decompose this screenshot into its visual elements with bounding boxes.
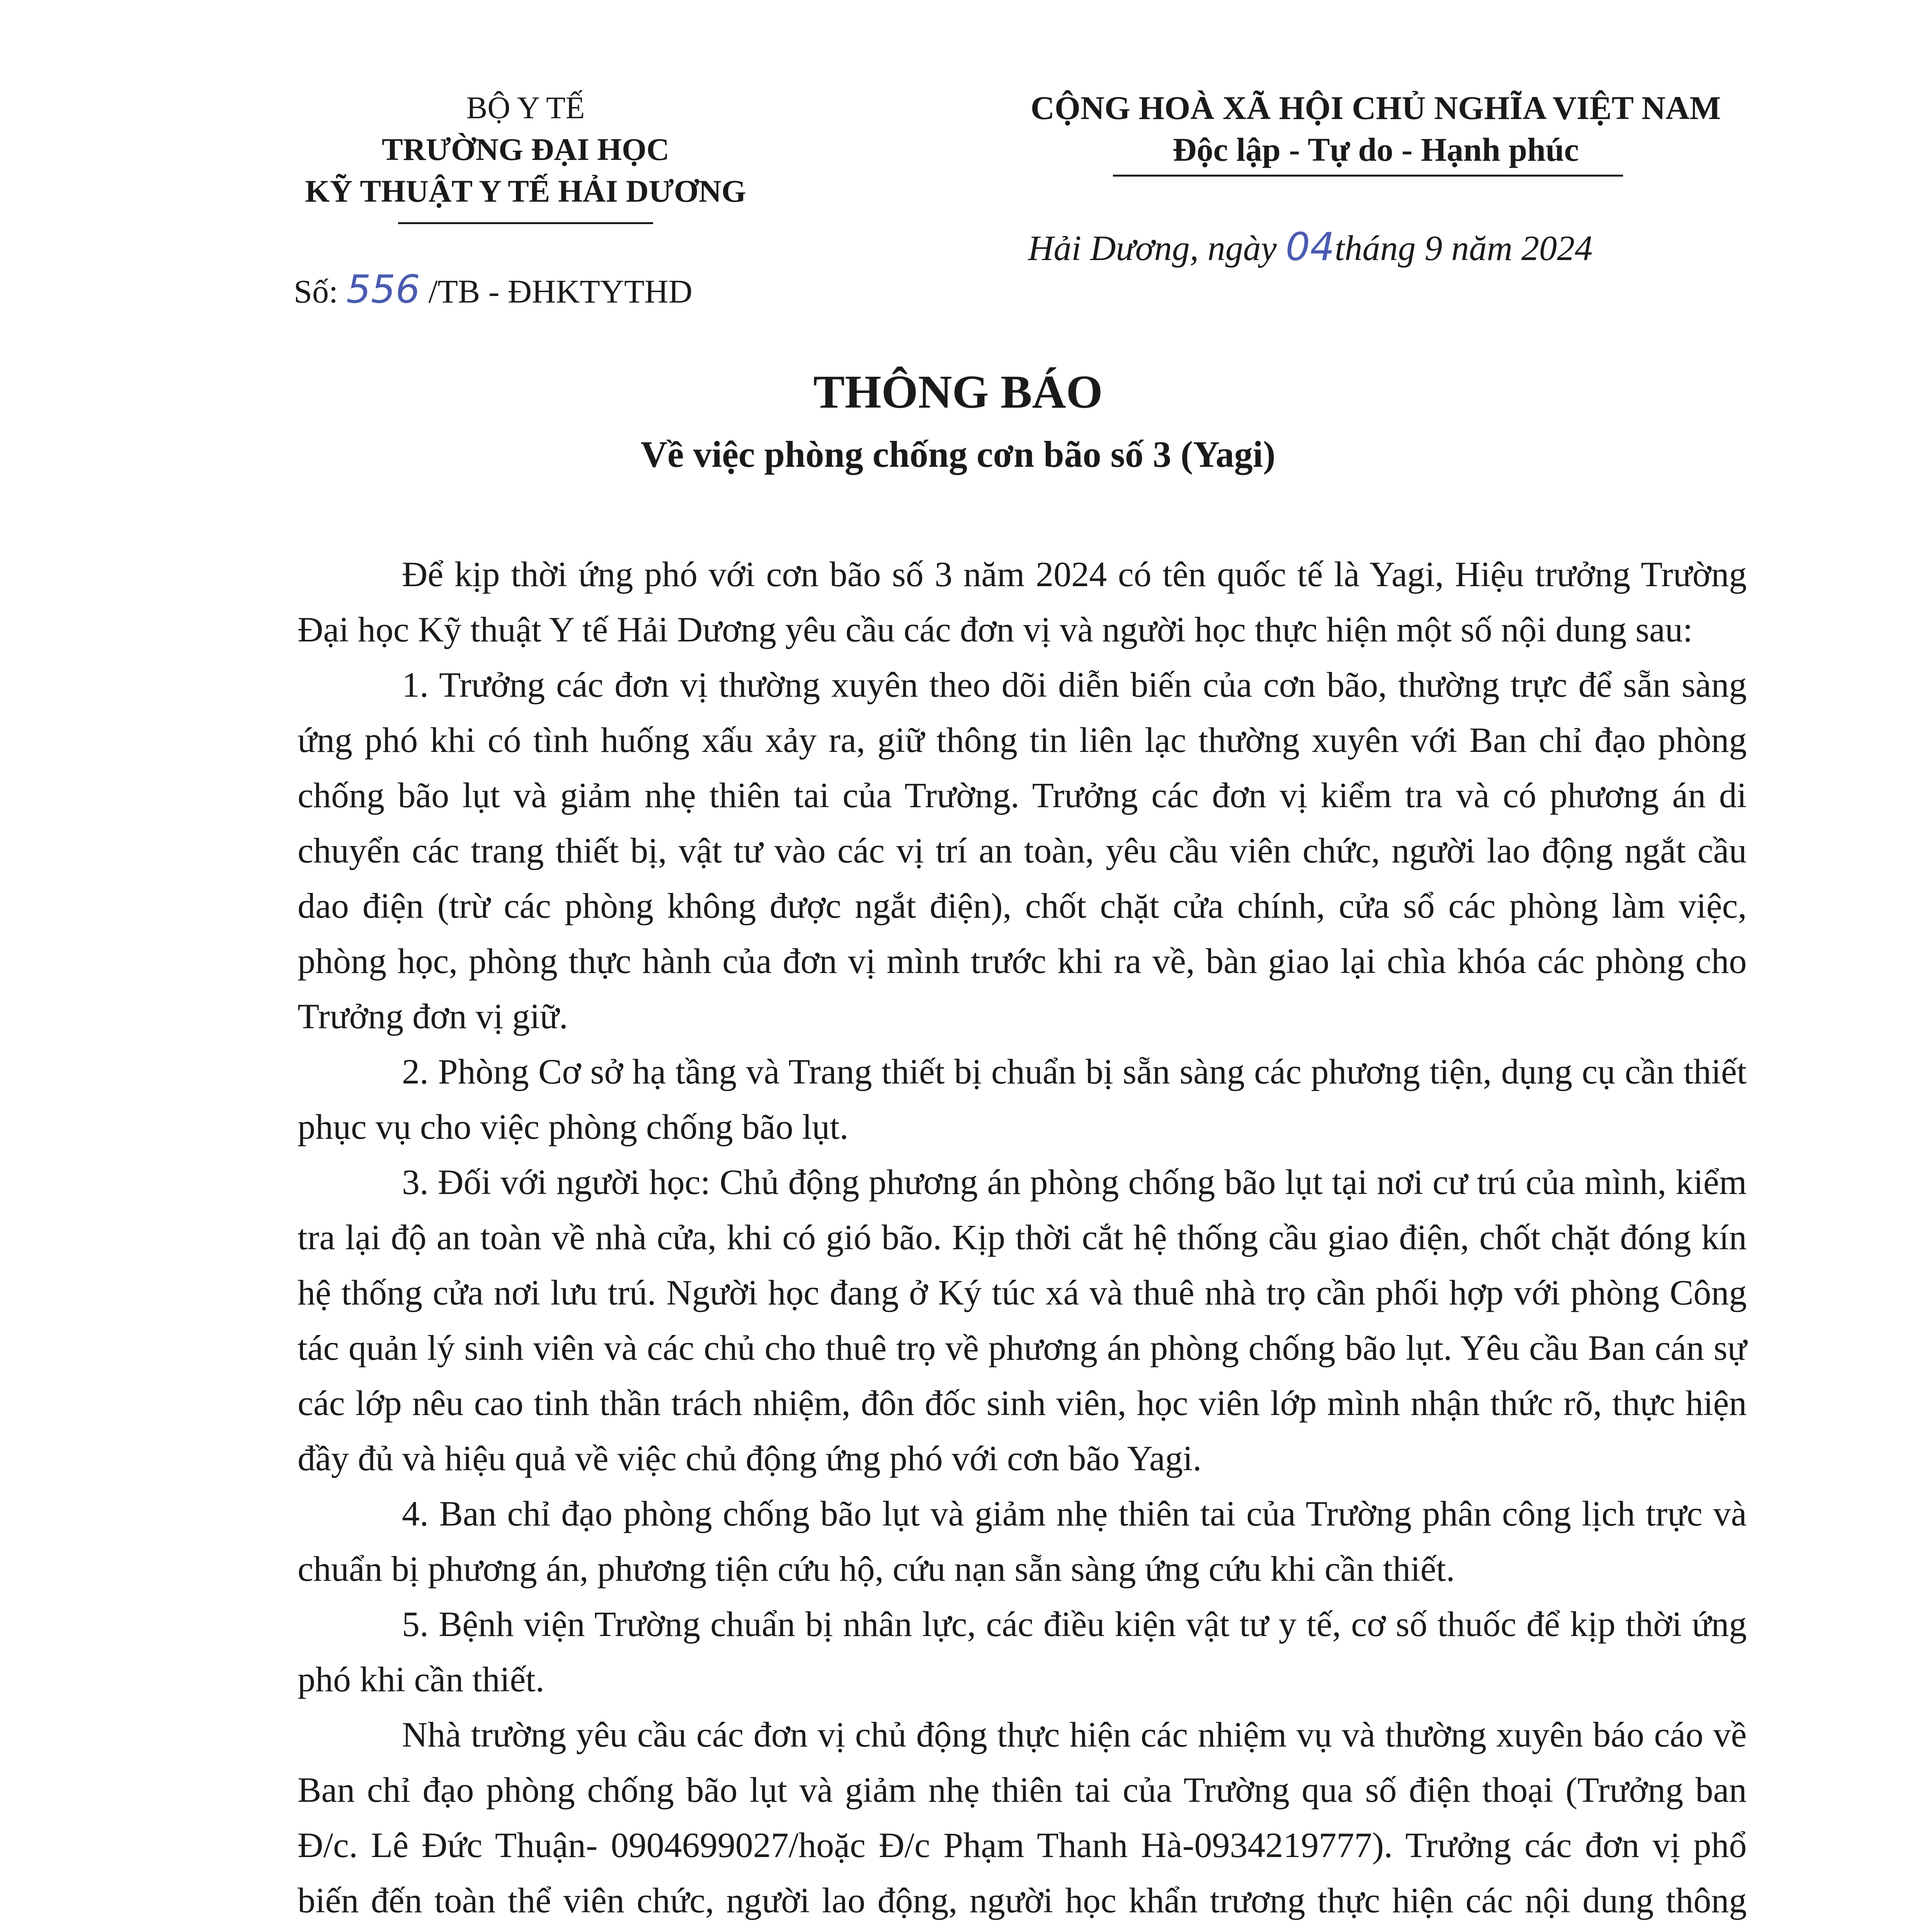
header-left-underline [398, 222, 653, 224]
date-prefix: Hải Dương, ngày [1028, 228, 1286, 268]
paragraph-closing: Nhà trường yêu cầu các đơn vị chủ động thực hiện các nhiệm vụ và thường xuyên báo cáo về Ban chỉ đạo phòng chống bão lụt và giảm nhẹ thiên tai của Trường qua số điện thoại (Trưởng ban Đ/c. Lê Đức Thuận- 0904699027/hoặc Đ/c Phạm Thanh Hà-0934219777). Trưởng các đơn vị phổ biến đến toàn thể viên chức, người lao động, người học khẩn trương thực hiện các nội dung thông [298, 1715, 1747, 1920]
paragraph-item-4: 4. Ban chỉ đạo phòng chống bão lụt và giảm nhẹ thiên tai của Trường phân công lịch trực và chuẩn bị phương án, phương tiện cứu hộ, cứu nạn sẵn sàng ứng cứu khi cần thiết. [298, 1494, 1747, 1588]
document-title: THÔNG BÁO [813, 366, 1103, 418]
header-right-underline [1113, 175, 1623, 177]
document-number-value: 556 [346, 267, 420, 312]
document-number-suffix: /TB - ĐHKTYTHD [420, 273, 693, 310]
header-right [943, 87, 1809, 170]
document-body [298, 547, 1747, 1932]
date-day: 04 [1285, 224, 1335, 269]
document-number-prefix: Số: [294, 273, 347, 310]
document-subtitle: Về việc phòng chống cơn bão số 3 (Yagi) [640, 434, 1276, 475]
paragraph-item-1: 1. Trưởng các đơn vị thường xuyên theo dõi diễn biến của cơn bão, thường trực để sẵn sàng ứng phó khi có tình huống xấu xảy ra, giữ thông tin liên lạc thường xuyên với Ban chỉ đạo phòng chống bão lụt và giảm nhẹ thiên tai của Trường. Trưởng các đơn vị kiểm tra và có phương án di chuyển các trang thiết bị, vật tư vào các vị trí an toàn, yêu cầu viên chức, người lao động ngắt cầu dao điện (trừ các phòng không được ngắt điện), chốt chặt cửa chính, cửa sổ các phòng làm việc, phòng học, phòng thực hành của đơn vị mình trước khi ra về, bàn giao lại chìa khóa các phòng cho Trưởng đơn vị giữ. [298, 665, 1747, 1036]
school-name-line2: KỸ THUẬT Y TẾ HẢI DƯƠNG [305, 173, 746, 209]
document-number [294, 267, 693, 312]
paragraph-item-3: 3. Đối với người học: Chủ động phương án phòng chống bão lụt tại nơi cư trú của mình, kiểm tra lại độ an toàn về nhà cửa, khi có gió bão. Kịp thời cắt hệ thống cầu giao điện, chốt chặt đóng kín hệ thống cửa nơi lưu trú. Người học đang ở Ký túc xá và thuê nhà trọ cần phối hợp với phòng Công tác quản lý sinh viên và các chủ cho thuê trọ về phương án phòng chống bão lụt. Yêu cầu Ban cán sự các lớp nêu cao tinh thần trách nhiệm, đôn đốc sinh viên, học viên lớp mình nhận thức rõ, thực hiện đầy đủ và hiệu quả về việc chủ động ứng phó với cơn bão Yagi. [298, 1162, 1747, 1478]
nation-name: CỘNG HOÀ XÃ HỘI CHỦ NGHĨA VIỆT NAM [1030, 89, 1721, 126]
paragraph-intro: Để kịp thời ứng phó với cơn bão số 3 năm 2024 có tên quốc tế là Yagi, Hiệu trưởng Trường Đại học Kỹ thuật Y tế Hải Dương yêu cầu các đơn vị và người học thực hiện một số nội dung sau: [298, 554, 1747, 649]
school-name-line1: TRƯỜNG ĐẠI HỌC [381, 132, 670, 167]
paragraph-item-5: 5. Bệnh viện Trường chuẩn bị nhân lực, các điều kiện vật tư y tế, cơ số thuốc để kịp thời ứng phó khi cần thiết. [298, 1604, 1747, 1699]
paragraph-item-2: 2. Phòng Cơ sở hạ tầng và Trang thiết bị chuẩn bị sẵn sàng các phương tiện, dụng cụ cần thiết phục vụ cho việc phòng chống bão lụt. [298, 1052, 1747, 1146]
date-line [1028, 224, 1593, 269]
ministry-name: BỘ Y TẾ [466, 90, 585, 125]
date-suffix: tháng 9 năm 2024 [1334, 228, 1593, 268]
header-left [216, 87, 835, 212]
national-motto: Độc lập - Tự do - Hạnh phúc [1172, 131, 1579, 168]
